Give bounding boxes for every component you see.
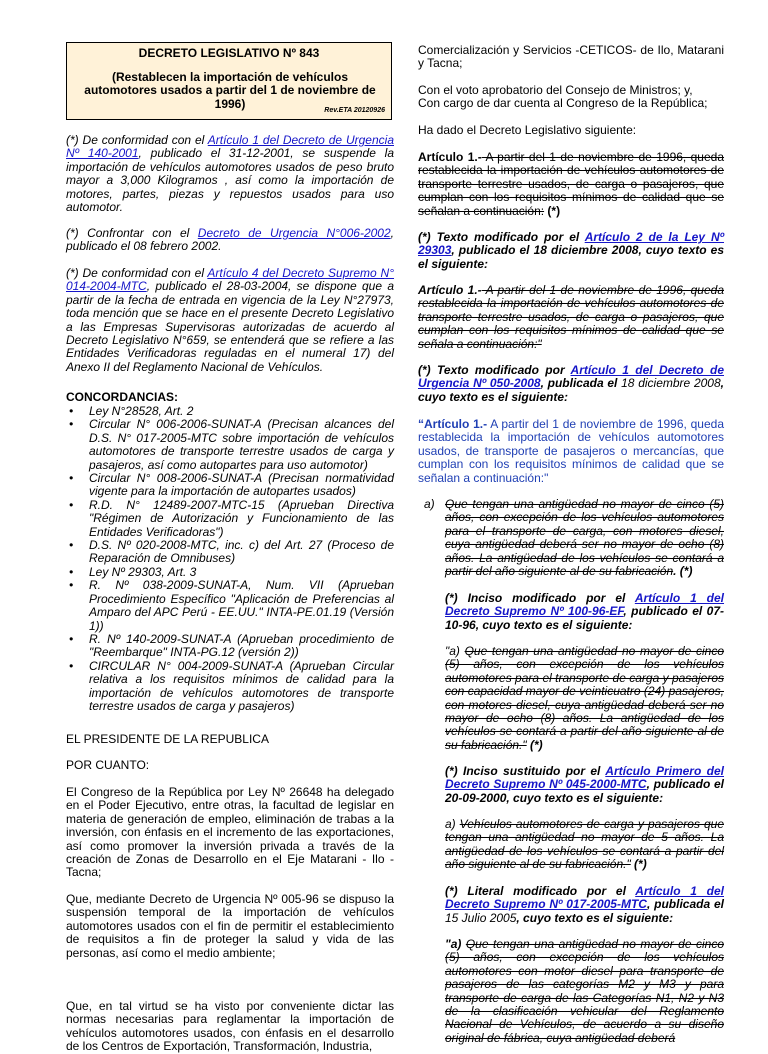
link-du-006-2002[interactable]: Decreto de Urgencia N°006-2002 xyxy=(197,226,391,240)
list-item: • R. Nº 038-2009-SUNAT-A, Num. VII (Aprueban Procedimiento Específico "Aplicación de Preferencias al Amparo del APC Perú - EE.UU." INTA-PE.01.19 (Versión 1)) xyxy=(66,579,394,633)
list-item: • Circular N° 008-2006-SUNAT-A (Precisan normatividad vigente para la importación de autopartes usados) xyxy=(66,472,394,499)
list-item: • Ley Nº 29303, Art. 3 xyxy=(66,566,394,579)
list-item: • D.S. Nº 020-2008-MTC, inc. c) del Art. 27 (Proceso de Reparación de Omnibuses) xyxy=(66,539,394,566)
note-3: (*) De conformidad con el Artículo 4 del Decreto Supremo N° 014-2004-MTC, publicado el 28-03-2004, se dispone que a partir de la fecha de entrada en vigencia de la Ley N°27973, toda mención que se hace en el presente Decreto Legislativo a las Empresas Supervisoras autorizadas de acuerdo al Decreto Legislativo N°659, se entenderá que se refiere a las Entidades Verificadoras reguladas en el numeral 17) del Anexo II del Reglamento Nacional de Vehículos. xyxy=(66,266,395,374)
article-1-current: “Artículo 1.- A partir del 1 de noviembre de 1996, queda restablecida la importación de vehículos automotores usados, de transporte de pasajeros o mercancías, que cumplan con los requisitos mínimos de calidad que se señalan a continuación:" xyxy=(418,417,724,485)
document-subtitle: (Restablecen la importación de vehículos automotores usados a partir del 1 de noviembre de 1996) xyxy=(84,70,376,111)
item-a-original: Que tengan una antigüedad no mayor de cinco (5) años, con excepción de los vehículos automotores para el transporte de carga, con motores diesel, cuya antigüedad deberá ser no mayor de ocho (8) años. La antigüedad de los vehículos se contará a partir del año siguiente al de su fabricación. (*) xyxy=(445,497,724,579)
item-a-version-4: "a) Que tengan una antigüedad no mayor de cinco (5) años, con excepción de los vehículos automotores con motor diesel para transporte de pasajeros de las categorías M2 y M3 y para transporte de carga de las Categorías N1, N2 y N3 de la clasificación vehicular del Reglamento Nacional de Vehículos, de acuerdo a su diseño original de fábrica, cuya antigüedad deberá xyxy=(445,937,724,1045)
por-cuanto-heading: POR CUANTO: xyxy=(66,758,150,772)
modification-note-2: (*) Texto modificado por Artículo 1 del Decreto de Urgencia Nº 050-2008, publicada el 18 diciembre 2008, cuyo texto es el siguiente: xyxy=(418,363,724,404)
voto-line-1: Con el voto aprobatorio del Consejo de Ministros; y, xyxy=(418,83,693,97)
paragraph-virtud: Que, en tal virtud se ha visto por conveniente dictar las normas necesarias para reglamentar la importación de vehículos automotores usados, con énfasis en el desarrollo de los Centros de Exportación, Transformación, Industria, xyxy=(66,999,394,1054)
inciso-note-2: (*) Inciso sustituido por el Artículo Primero del Decreto Supremo Nº 045-2000-MTC, publicado el 20-09-2000, cuyo texto es el siguiente: xyxy=(445,764,724,805)
note-1: (*) De conformidad con el Artículo 1 del Decreto de Urgencia Nº 140-2001, publicado el 31-12-2001, se suspende la importación de vehículos automotores usados de peso bruto mayor a 3,000 Kilogramos , así como la importación de motores, partes, piezas y repuestos usados para uso automotor. xyxy=(66,133,394,215)
list-item: • R.D. N° 12489-2007-MTC-15 (Aprueban Directiva "Régimen de Autorización y Funcionamiento de las Entidades Verificadoras") xyxy=(66,499,394,539)
link-ds-100-96-ef[interactable]: Artículo 1 del Decreto Supremo Nº 100-96-EF xyxy=(445,591,725,619)
article-1-original: Artículo 1.- A partir del 1 de noviembre de 1996, queda restablecida la importación de vehículos automotores de transporte terrestre usados, de carga o pasajeros, que cumplan con los requisitos mínimos de calidad que se señalan a continuación: (*) xyxy=(418,150,725,218)
link-ds-017-2005-mtc[interactable]: Artículo 1 del Decreto Supremo Nº 017-2005-MTC xyxy=(445,884,724,912)
paragraph-decreto-urgencia: Que, mediante Decreto de Urgencia Nº 005-96 se dispuso la suspensión temporal de la importación de vehículos automotores usados con el fin de permitir el establecimiento de requisitos a fin de proteger la salud y vida de las personas, así como el medio ambiente; xyxy=(66,892,394,960)
link-du-050-2008[interactable]: Artículo 1 del Decreto de Urgencia Nº 050-2008 xyxy=(418,363,724,391)
list-item: • CIRCULAR N° 004-2009-SUNAT-A (Aprueban Circular relativa a los requisitos mínimos de calidad para la importación de vehículos automotores de transporte terrestre usados de carga y pasajeros) xyxy=(66,660,394,714)
literal-note: (*) Literal modificado por el Artículo 1 del Decreto Supremo Nº 017-2005-MTC, publicada el 15 Julio 2005, cuyo texto es el siguiente: xyxy=(445,884,724,925)
note-2: (*) Confrontar con el Decreto de Urgencia N°006-2002, publicado el 08 febrero 2002. xyxy=(66,226,394,254)
modification-note-1: (*) Texto modificado por el Artículo 2 de la Ley Nº 29303, publicado el 18 diciembre 2008, cuyo texto es el siguiente: xyxy=(418,230,724,271)
link-ds-014-2004-mtc[interactable]: Artículo 4 del Decreto Supremo N° 014-2004-MTC xyxy=(66,266,395,294)
list-item: • R. Nº 140-2009-SUNAT-A (Aprueban procedimiento de "Reembarque" INTA-PG.12 (versión 2)) xyxy=(66,633,394,660)
concordancias-heading: CONCORDANCIAS: xyxy=(66,390,178,404)
item-a-label: a) xyxy=(424,497,435,511)
link-du-140-2001[interactable]: Artículo 1 del Decreto de Urgencia Nº 140-2001 xyxy=(66,133,394,161)
revision-label: Rev.ETA 20120926 xyxy=(324,106,385,114)
inciso-note-1: (*) Inciso modificado por el Artículo 1 del Decreto Supremo Nº 100-96-EF, publicado el 07-10-96, cuyo texto es el siguiente: xyxy=(445,591,725,632)
list-item: • Ley N°28528, Art. 2 xyxy=(66,405,394,418)
concordancias-list xyxy=(66,405,394,713)
presidente-heading: EL PRESIDENTE DE LA REPUBLICA xyxy=(66,732,269,746)
document-title: DECRETO LEGISLATIVO Nº 843 xyxy=(138,46,320,60)
title-box xyxy=(66,42,392,120)
list-item: • Circular N° 006-2006-SUNAT-A (Precisan alcances del D.S. N° 017-2005-MTC sobre importación de vehículos automotores de transporte terrestre usados de carga y pasajeros, así como autopartes para uso automotor) xyxy=(66,418,394,472)
link-ley-29303[interactable]: Artículo 2 de la Ley Nº 29303 xyxy=(418,230,724,258)
voto-line-2: Con cargo de dar cuenta al Congreso de la República; xyxy=(418,96,708,110)
paragraph-continuation: Comercialización y Servicios -CETICOS- de Ilo, Matarani y Tacna; xyxy=(418,43,724,71)
item-a-version-3: a) Vehículos automotores de carga y pasajeros que tengan una antigüedad no mayor de 5 años. La antigüedad de los vehículos se contará a partir del año siguiente al de su fabricación." (*) xyxy=(445,817,724,872)
paragraph-congreso: El Congreso de la República por Ley Nº 26648 ha delegado en el Poder Ejecutivo, entre otras, la facultad de legislar en materia de generación de empleo, eliminación de trabas a la inversión, con énfasis en el incremento de las exportaciones, así como promover la inversión privada a través de la creación de Zonas de Desarrollo en el Eje Matarani - Ilo - Tacna; xyxy=(66,785,394,880)
article-1-second: Artículo 1.- A partir del 1 de noviembre de 1996, queda restablecida la importación de vehículos automotores de transporte terrestre usados, de carga o pasajeros, que cumplan con los requisitos mínimos de calidad que se señala a continuación:" xyxy=(418,283,724,351)
ha-dado-line: Ha dado el Decreto Legislativo siguiente: xyxy=(418,123,637,137)
item-a-version-2: "a) Que tengan una antigüedad no mayor de cinco (5) años, con excepción de los vehículos automotores para el transporte de carga y pasajeros con capacidad mayor de veinticuatro (24) pasajeros, con motores diesel, cuya antigüedad deberá ser no mayor de ocho (8) años. La antigüedad de los vehículos se contará a partir del año siguiente al de su fabricación." (*) xyxy=(445,644,725,752)
link-ds-045-2000-mtc[interactable]: Artículo Primero del Decreto Supremo Nº 045-2000-MTC xyxy=(445,764,724,792)
